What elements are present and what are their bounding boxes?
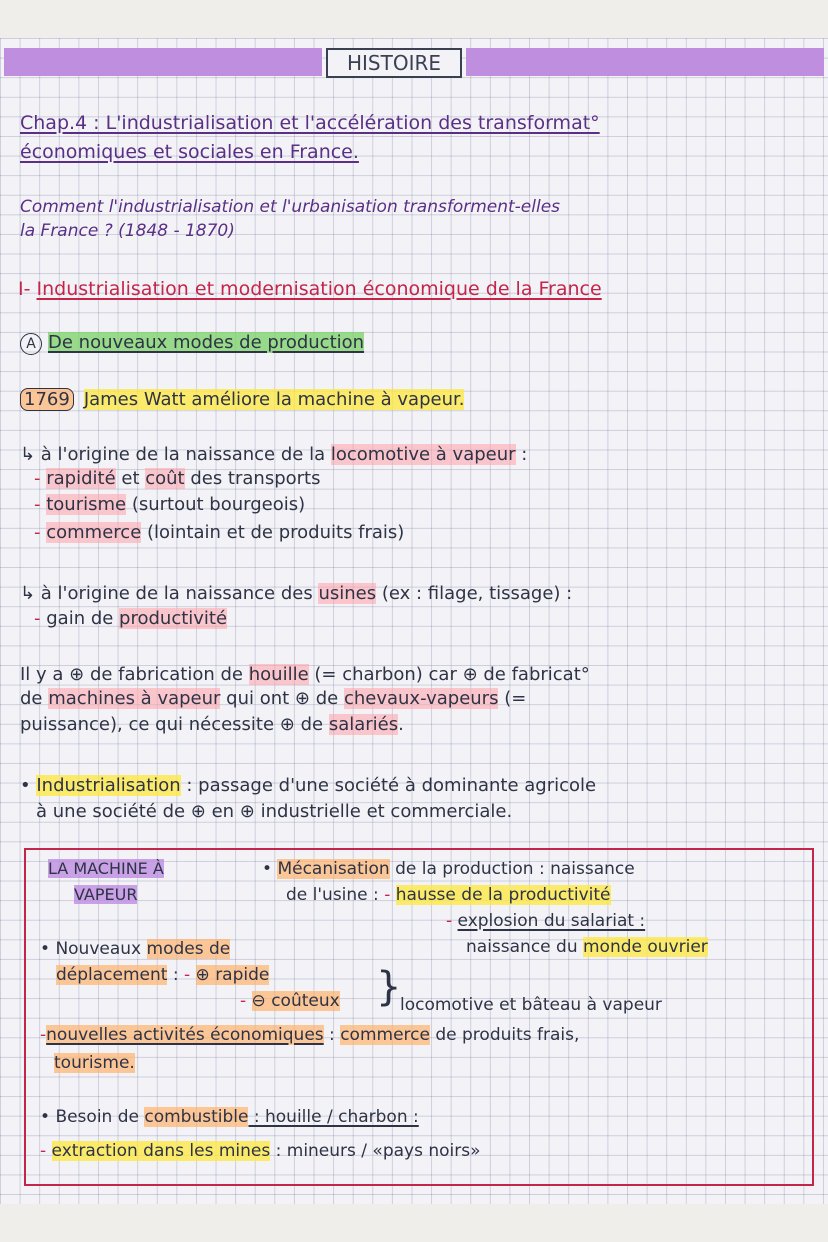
usines-highlight: usines: [318, 583, 377, 604]
locomotive-intro: [20, 444, 527, 466]
text-fragment: Besoin de: [55, 1107, 145, 1127]
modes-item: ⊕ rapide: [195, 965, 270, 985]
usine-item3: [466, 936, 708, 958]
bullet-highlight: coût: [145, 468, 185, 489]
usines-intro-prefix: ↳ à l'origine de la naissance des: [20, 583, 319, 604]
text-fragment: :: [323, 1025, 341, 1045]
usine-item: hausse de la productivité: [395, 885, 611, 905]
text-fragment: naissance du: [466, 937, 583, 957]
text-fragment: : mineurs / «pays noirs»: [270, 1141, 481, 1161]
houille-line1: [20, 664, 590, 686]
modes-item2: [240, 990, 340, 1012]
bullet-marker: -: [40, 1141, 47, 1161]
text-fragment: : passage d'une société à dominante agricole: [180, 775, 597, 796]
subsection-title: De nouveaux modes de production: [48, 332, 365, 353]
subsection-letter: A: [20, 333, 42, 355]
deplacement-highlight: déplacement: [56, 965, 168, 985]
question-line2: la France ? (1848 - 1870): [20, 221, 235, 241]
bullet-rest: (lointain et de produits frais): [141, 522, 405, 543]
machines-highlight: machines à vapeur: [48, 688, 221, 709]
watt-line: [20, 389, 464, 411]
section-title: Industrialisation et modernisation économique de la France: [36, 278, 602, 300]
bullet-marker: -: [34, 494, 41, 515]
houille-highlight: houille: [248, 664, 309, 685]
text-fragment: (= charbon) car ⊕ de fabricat°: [308, 664, 590, 685]
locomotive-intro-suffix: :: [515, 444, 528, 465]
bullet-highlight: tourisme: [46, 494, 127, 515]
list-item: [34, 522, 404, 544]
houille-line2: [20, 688, 526, 710]
chapter-title-line1: Chap.4 : L'industrialisation et l'accélération des transformat°: [20, 112, 600, 134]
text-fragment: Nouveaux: [55, 939, 147, 959]
modes-item: ⊖ coûteux: [251, 991, 340, 1011]
modes-line2: [56, 964, 269, 986]
text-fragment: .: [398, 714, 404, 735]
salaries-highlight: salariés: [328, 714, 399, 735]
usine-item2: [446, 910, 645, 932]
extraction-line: [40, 1140, 481, 1162]
extraction-highlight: extraction dans les mines: [51, 1141, 271, 1161]
text-fragment: de: [20, 688, 49, 709]
year-badge: 1769: [20, 388, 74, 411]
bullet-dot: •: [262, 859, 273, 879]
page-title: HISTOIRE: [326, 48, 462, 78]
text-fragment: : houille / charbon :: [248, 1107, 419, 1127]
bullet-marker: -: [240, 991, 247, 1011]
box-label-line2: [74, 884, 137, 906]
mecanisation-term: Mécanisation: [277, 859, 390, 879]
definition-line1: [20, 775, 596, 797]
usine-line: [286, 884, 611, 906]
commerce-highlight: commerce: [340, 1025, 430, 1045]
subsection-heading: [20, 332, 364, 355]
bullet-mid: et: [115, 468, 146, 489]
definition-line2: à une société de ⊕ en ⊕ industrielle et commerciale.: [36, 801, 513, 822]
bullet-marker: -: [34, 522, 41, 543]
bullet-marker: -: [384, 885, 391, 905]
section-number: I-: [18, 278, 31, 300]
box-label-line1: [48, 858, 164, 880]
chevaux-highlight: chevaux-vapeurs: [343, 688, 499, 709]
text-fragment: de l'usine :: [286, 885, 379, 905]
besoin-line: [40, 1106, 419, 1128]
list-item: [34, 468, 320, 490]
header-band-right: [466, 48, 824, 76]
locomotive-intro-prefix: ↳ à l'origine de la naissance de la: [20, 444, 331, 465]
box-label: VAPEUR: [74, 885, 138, 904]
header-band-left: [4, 48, 322, 76]
bullet-highlight: commerce: [46, 522, 142, 543]
bullet-highlight: rapidité: [46, 468, 116, 489]
bullet-rest: (surtout bourgeois): [126, 494, 306, 515]
usines-intro-suffix: (ex : filage, tissage) :: [376, 583, 573, 604]
text-fragment: :: [167, 965, 184, 985]
text-fragment: Il y a ⊕ de fabrication de: [20, 664, 249, 685]
bullet-marker: -: [446, 911, 453, 931]
activites-line2: [54, 1052, 135, 1074]
box-label: LA MACHINE À: [48, 859, 164, 878]
question-line1: Comment l'industrialisation et l'urbanisation transforment-elles: [20, 197, 561, 217]
modes-highlight: modes de: [146, 939, 231, 959]
bullet-marker: -: [34, 608, 41, 629]
tourisme-highlight: tourisme.: [54, 1053, 135, 1073]
bullet-highlight: productivité: [119, 608, 228, 629]
bullet-dot: •: [20, 775, 31, 796]
houille-line3: [20, 714, 404, 736]
usines-intro: [20, 583, 572, 605]
modes-line1: [40, 938, 230, 960]
text-fragment: qui ont ⊕ de: [220, 688, 344, 709]
bullet-marker: -: [184, 965, 191, 985]
text-fragment: de la production : naissance: [389, 859, 635, 879]
usine-item: explosion du salariat :: [457, 911, 646, 931]
modes-result: locomotive et bâteau à vapeur: [400, 995, 662, 1015]
watt-text: James Watt améliore la machine à vapeur.: [83, 389, 465, 410]
mecanisation-line: [262, 858, 635, 880]
text-fragment: de produits frais,: [429, 1025, 580, 1045]
text-fragment: puissance), ce qui nécessite ⊕ de: [20, 714, 329, 735]
definition-term: Industrialisation: [36, 775, 181, 796]
bullet-prefix: gain de: [46, 608, 120, 629]
activites-line1: [40, 1024, 579, 1046]
bullet-dot: •: [40, 1107, 51, 1127]
combustible-highlight: combustible: [144, 1107, 249, 1127]
monde-ouvrier-highlight: monde ouvrier: [583, 937, 708, 957]
list-item: [34, 494, 305, 516]
text-fragment: (=: [498, 688, 527, 709]
locomotive-highlight: locomotive à vapeur: [330, 444, 516, 465]
bullet-rest: des transports: [184, 468, 321, 489]
section-heading: [18, 278, 602, 300]
bullet-marker: -: [40, 1025, 47, 1045]
chapter-title-line2: économiques et sociales en France.: [20, 141, 359, 163]
list-item: [34, 608, 227, 630]
bullet-marker: -: [34, 468, 41, 489]
activites-highlight: nouvelles activités économiques: [46, 1025, 324, 1045]
brace: }: [376, 964, 402, 1010]
bullet-dot: •: [40, 939, 51, 959]
